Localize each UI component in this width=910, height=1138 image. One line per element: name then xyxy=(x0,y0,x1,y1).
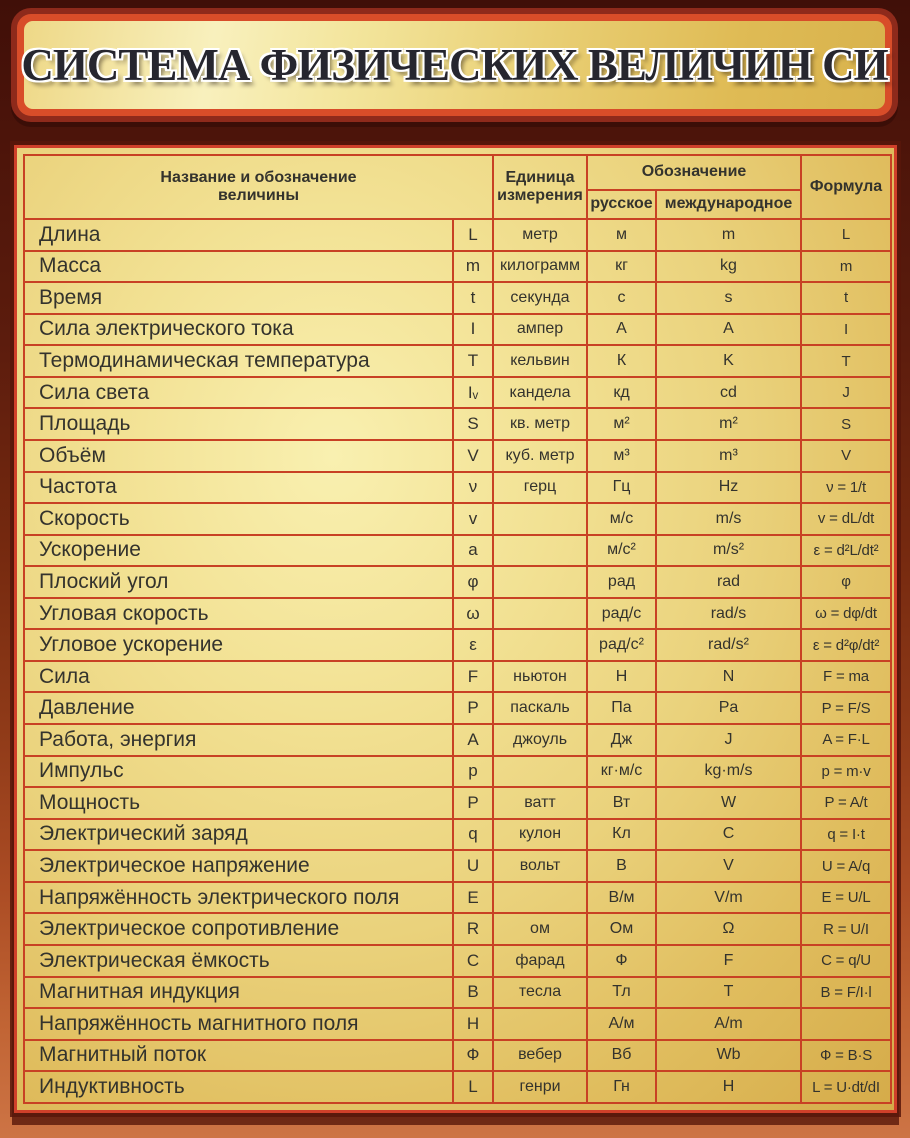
cell-formula: E = U/L xyxy=(801,882,891,914)
cell-ru: В/м xyxy=(587,882,656,914)
table-row xyxy=(24,535,891,567)
cell-name: Угловая скорость xyxy=(24,598,453,630)
cell-unit: вольт xyxy=(493,850,587,882)
cell-unit xyxy=(493,598,587,630)
cell-ru: А/м xyxy=(587,1008,656,1040)
cell-ru: м/с² xyxy=(587,535,656,567)
header-russian: русское xyxy=(587,190,656,219)
cell-formula: V xyxy=(801,440,891,472)
cell-symbol: F xyxy=(453,661,493,693)
cell-ru: Кл xyxy=(587,819,656,851)
cell-name: Частота xyxy=(24,472,453,504)
cell-intl: V xyxy=(656,850,801,882)
cell-name: Электрическое сопротивление xyxy=(24,913,453,945)
table-row xyxy=(24,408,891,440)
cell-name: Давление xyxy=(24,692,453,724)
cell-ru: Н xyxy=(587,661,656,693)
cell-unit xyxy=(493,1008,587,1040)
table-row xyxy=(24,440,891,472)
cell-formula: L = U·dt/dI xyxy=(801,1071,891,1103)
cell-ru: Дж xyxy=(587,724,656,756)
cell-unit xyxy=(493,535,587,567)
cell-name: Термодинамическая температура xyxy=(24,345,453,377)
cell-intl: K xyxy=(656,345,801,377)
cell-unit: фарад xyxy=(493,945,587,977)
cell-intl: rad xyxy=(656,566,801,598)
cell-symbol: p xyxy=(453,756,493,788)
cell-unit: кулон xyxy=(493,819,587,851)
cell-unit xyxy=(493,756,587,788)
cell-symbol: m xyxy=(453,251,493,283)
header-row-1 xyxy=(24,155,891,190)
cell-formula: ε = d²φ/dt² xyxy=(801,629,891,661)
cell-unit: ватт xyxy=(493,787,587,819)
cell-unit: метр xyxy=(493,219,587,251)
cell-symbol: S xyxy=(453,408,493,440)
cell-ru: Па xyxy=(587,692,656,724)
cell-formula: A = F·L xyxy=(801,724,891,756)
cell-intl: s xyxy=(656,282,801,314)
cell-intl: H xyxy=(656,1071,801,1103)
table-row xyxy=(24,692,891,724)
cell-symbol: C xyxy=(453,945,493,977)
cell-name: Электрический заряд xyxy=(24,819,453,851)
cell-symbol: t xyxy=(453,282,493,314)
table-row xyxy=(24,314,891,346)
cell-name: Сила xyxy=(24,661,453,693)
cell-symbol: A xyxy=(453,724,493,756)
cell-symbol: ν xyxy=(453,472,493,504)
cell-name: Скорость xyxy=(24,503,453,535)
cell-intl: kg·m/s xyxy=(656,756,801,788)
cell-unit: ом xyxy=(493,913,587,945)
cell-intl: A xyxy=(656,314,801,346)
cell-unit: джоуль xyxy=(493,724,587,756)
cell-intl: A/m xyxy=(656,1008,801,1040)
cell-formula: I xyxy=(801,314,891,346)
cell-symbol: a xyxy=(453,535,493,567)
cell-unit xyxy=(493,882,587,914)
cell-symbol: ω xyxy=(453,598,493,630)
header-formula: Формула xyxy=(801,155,891,219)
cell-unit xyxy=(493,566,587,598)
cell-name: Магнитная индукция xyxy=(24,977,453,1009)
cell-unit: герц xyxy=(493,472,587,504)
header-name-label: Название и обозначение величины xyxy=(160,168,357,204)
cell-formula: L xyxy=(801,219,891,251)
table-row xyxy=(24,377,891,409)
cell-ru: с xyxy=(587,282,656,314)
cell-name: Магнитный поток xyxy=(24,1040,453,1072)
cell-formula: t xyxy=(801,282,891,314)
header-unit xyxy=(493,155,587,219)
cell-unit: куб. метр xyxy=(493,440,587,472)
cell-ru: Ом xyxy=(587,913,656,945)
cell-symbol: H xyxy=(453,1008,493,1040)
cell-symbol: E xyxy=(453,882,493,914)
title-banner xyxy=(21,21,888,109)
cell-name: Индуктивность xyxy=(24,1071,453,1103)
cell-intl: m² xyxy=(656,408,801,440)
cell-formula: v = dL/dt xyxy=(801,503,891,535)
cell-intl: Hz xyxy=(656,472,801,504)
cell-intl: C xyxy=(656,819,801,851)
cell-symbol: ε xyxy=(453,629,493,661)
cell-symbol: L xyxy=(453,219,493,251)
cell-intl: rad/s xyxy=(656,598,801,630)
cell-formula: φ xyxy=(801,566,891,598)
cell-unit: килограмм xyxy=(493,251,587,283)
table-body xyxy=(24,219,891,1103)
table-row xyxy=(24,1040,891,1072)
table-row xyxy=(24,882,891,914)
cell-formula: P = F/S xyxy=(801,692,891,724)
cell-name: Мощность xyxy=(24,787,453,819)
cell-symbol: I xyxy=(453,314,493,346)
cell-ru: м xyxy=(587,219,656,251)
cell-symbol: R xyxy=(453,913,493,945)
cell-ru: кд xyxy=(587,377,656,409)
cell-formula: ε = d²L/dt² xyxy=(801,535,891,567)
cell-ru: м² xyxy=(587,408,656,440)
cell-unit: ньютон xyxy=(493,661,587,693)
title-banner-frame xyxy=(11,8,898,122)
cell-intl: T xyxy=(656,977,801,1009)
table-row xyxy=(24,977,891,1009)
table-board xyxy=(14,145,897,1113)
cell-unit: ампер xyxy=(493,314,587,346)
table-row xyxy=(24,566,891,598)
table-row xyxy=(24,1071,891,1103)
cell-name: Масса xyxy=(24,251,453,283)
cell-unit: генри xyxy=(493,1071,587,1103)
cell-unit: тесла xyxy=(493,977,587,1009)
table-row xyxy=(24,219,891,251)
table-row xyxy=(24,598,891,630)
cell-formula xyxy=(801,1008,891,1040)
cell-intl: m xyxy=(656,219,801,251)
cell-unit: кандела xyxy=(493,377,587,409)
cell-name: Напряжённость электрического поля xyxy=(24,882,453,914)
cell-formula: q = I·t xyxy=(801,819,891,851)
table-row xyxy=(24,629,891,661)
table-row xyxy=(24,850,891,882)
cell-formula: C = q/U xyxy=(801,945,891,977)
cell-ru: рад/с xyxy=(587,598,656,630)
header-international: международное xyxy=(656,190,801,219)
cell-symbol: φ xyxy=(453,566,493,598)
table-row xyxy=(24,913,891,945)
cell-formula: B = F/I·l xyxy=(801,977,891,1009)
cell-symbol: B xyxy=(453,977,493,1009)
cell-formula: U = A/q xyxy=(801,850,891,882)
cell-name: Работа, энергия xyxy=(24,724,453,756)
table-row xyxy=(24,1008,891,1040)
cell-ru: м/с xyxy=(587,503,656,535)
table-row xyxy=(24,282,891,314)
table-row xyxy=(24,661,891,693)
cell-ru: Вт xyxy=(587,787,656,819)
table-row xyxy=(24,756,891,788)
cell-intl: kg xyxy=(656,251,801,283)
si-quantities-table xyxy=(23,154,892,1104)
cell-symbol: Iᵥ xyxy=(453,377,493,409)
cell-name: Импульс xyxy=(24,756,453,788)
table-row xyxy=(24,787,891,819)
cell-name: Электрическая ёмкость xyxy=(24,945,453,977)
cell-intl: J xyxy=(656,724,801,756)
cell-symbol: L xyxy=(453,1071,493,1103)
cell-symbol: v xyxy=(453,503,493,535)
table-row xyxy=(24,945,891,977)
cell-name: Угловое ускорение xyxy=(24,629,453,661)
cell-formula: S xyxy=(801,408,891,440)
cell-unit xyxy=(493,503,587,535)
cell-formula: T xyxy=(801,345,891,377)
cell-ru: рад/с² xyxy=(587,629,656,661)
cell-symbol: T xyxy=(453,345,493,377)
cell-ru: кг xyxy=(587,251,656,283)
cell-intl: Wb xyxy=(656,1040,801,1072)
cell-intl: m/s² xyxy=(656,535,801,567)
cell-intl: cd xyxy=(656,377,801,409)
cell-formula: F = ma xyxy=(801,661,891,693)
cell-formula: R = U/I xyxy=(801,913,891,945)
header-designation: Обозначение xyxy=(587,155,801,190)
cell-ru: Гц xyxy=(587,472,656,504)
cell-formula: P = A/t xyxy=(801,787,891,819)
cell-ru: Гн xyxy=(587,1071,656,1103)
cell-name: Сила света xyxy=(24,377,453,409)
cell-name: Плоский угол xyxy=(24,566,453,598)
cell-symbol: V xyxy=(453,440,493,472)
cell-intl: W xyxy=(656,787,801,819)
cell-intl: F xyxy=(656,945,801,977)
table-row xyxy=(24,251,891,283)
cell-unit: паскаль xyxy=(493,692,587,724)
cell-symbol: P xyxy=(453,692,493,724)
cell-unit: вебер xyxy=(493,1040,587,1072)
table-row xyxy=(24,724,891,756)
cell-intl: Pa xyxy=(656,692,801,724)
cell-name: Время xyxy=(24,282,453,314)
cell-intl: Ω xyxy=(656,913,801,945)
cell-ru: К xyxy=(587,345,656,377)
cell-ru: м³ xyxy=(587,440,656,472)
cell-name: Площадь xyxy=(24,408,453,440)
cell-intl: rad/s² xyxy=(656,629,801,661)
cell-name: Ускорение xyxy=(24,535,453,567)
cell-formula: Ф = B·S xyxy=(801,1040,891,1072)
poster-title: СИСТЕМА ФИЗИЧЕСКИХ ВЕЛИЧИН СИ xyxy=(21,40,888,90)
cell-name: Электрическое напряжение xyxy=(24,850,453,882)
cell-ru: Ф xyxy=(587,945,656,977)
cell-ru: Тл xyxy=(587,977,656,1009)
cell-intl: m/s xyxy=(656,503,801,535)
header-unit-label: Единица измерения xyxy=(497,168,583,204)
cell-formula: J xyxy=(801,377,891,409)
table-row xyxy=(24,503,891,535)
table-row xyxy=(24,472,891,504)
cell-formula: ω = dφ/dt xyxy=(801,598,891,630)
cell-name: Длина xyxy=(24,219,453,251)
cell-formula: m xyxy=(801,251,891,283)
cell-ru: Вб xyxy=(587,1040,656,1072)
table-row xyxy=(24,345,891,377)
title-banner-border xyxy=(17,14,892,116)
cell-ru: А xyxy=(587,314,656,346)
cell-unit: секунда xyxy=(493,282,587,314)
table-header xyxy=(24,155,891,219)
cell-ru: кг·м/с xyxy=(587,756,656,788)
cell-ru: рад xyxy=(587,566,656,598)
cell-name: Напряжённость магнитного поля xyxy=(24,1008,453,1040)
cell-unit: кв. метр xyxy=(493,408,587,440)
cell-unit: кельвин xyxy=(493,345,587,377)
cell-ru: В xyxy=(587,850,656,882)
cell-unit xyxy=(493,629,587,661)
table-row xyxy=(24,819,891,851)
cell-symbol: q xyxy=(453,819,493,851)
cell-intl: V/m xyxy=(656,882,801,914)
header-name xyxy=(24,155,493,219)
cell-name: Объём xyxy=(24,440,453,472)
cell-name: Сила электрического тока xyxy=(24,314,453,346)
cell-symbol: U xyxy=(453,850,493,882)
cell-formula: ν = 1/t xyxy=(801,472,891,504)
cell-intl: N xyxy=(656,661,801,693)
cell-intl: m³ xyxy=(656,440,801,472)
cell-symbol: Ф xyxy=(453,1040,493,1072)
cell-symbol: P xyxy=(453,787,493,819)
cell-formula: p = m·v xyxy=(801,756,891,788)
